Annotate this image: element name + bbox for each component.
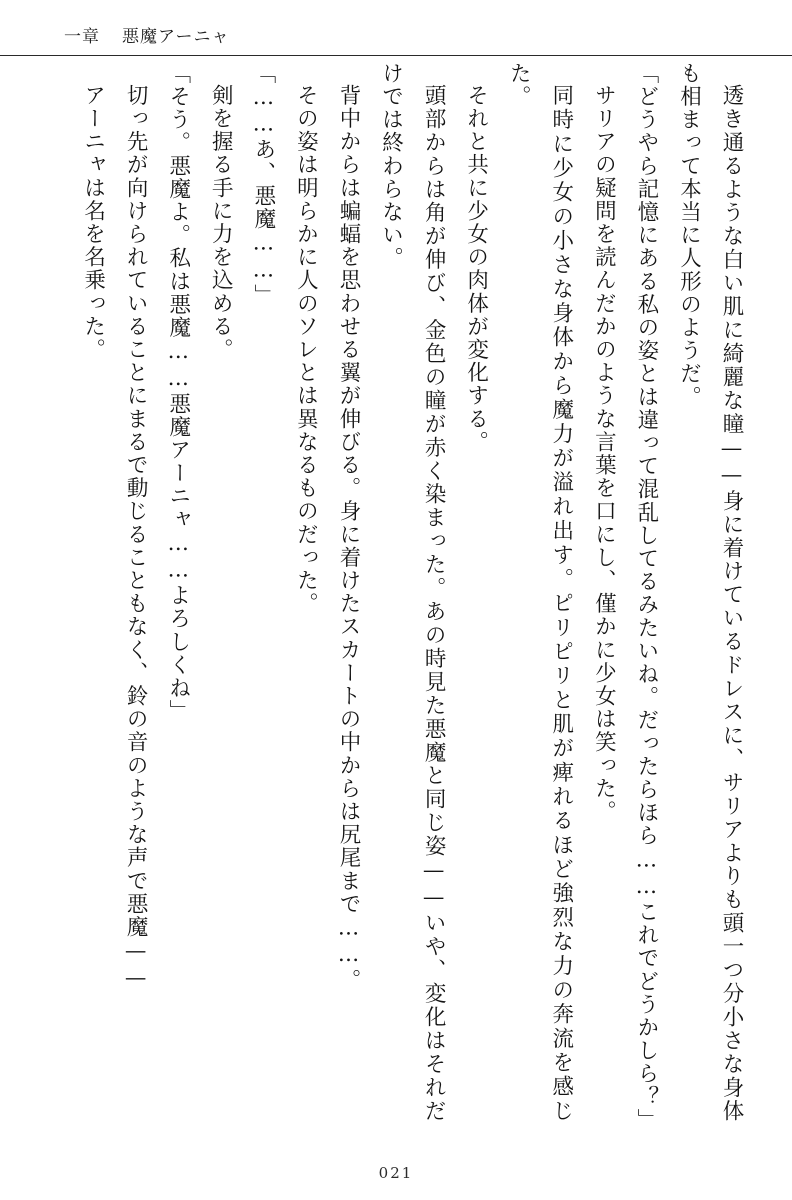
chapter-title: 悪魔アーニャ: [122, 27, 230, 47]
vertical-text-block: [40, 62, 752, 1132]
paragraph: 「そう。悪魔よ。私は悪魔……悪魔アーニャ……よろしくね」: [165, 62, 191, 723]
page-number: 021: [378, 1164, 414, 1182]
paragraph: サリアの疑問を読んだかのような言葉を口にし、僅かに少女は笑った。: [591, 83, 617, 823]
running-header-text: [64, 22, 230, 47]
paragraph: 頭部からは角が伸び、金色の瞳が赤く染まった。あの時見た悪魔と同じ姿——いや、変化はそれだけでは終わらない。: [378, 62, 447, 1122]
paragraph: その姿は明らかに人のソレとは異なるものだった。: [293, 83, 319, 615]
paragraph: 背中からは蝙蝠を思わせる翼が伸びる。身に着けたスカートの中からは尻尾まで……。: [335, 83, 361, 992]
running-header: [0, 22, 792, 56]
paragraph: 「どうやら記憶にある私の姿とは違って混乱してるみたいね。だったらほら……これでどうかしら？」: [633, 62, 659, 1132]
paragraph: 透き通るような白い肌に綺麗な瞳——身に着けているドレスに、サリアよりも頭一つ分小さな身体も相まって本当に人形のようだ。: [676, 62, 744, 1122]
paragraph: それと共に少女の肉体が変化する。: [463, 83, 489, 454]
paragraph: 剣を握る手に力を込める。: [208, 83, 234, 361]
paragraph: アーニャは名を名乗った。: [80, 83, 106, 361]
paragraph: 「……あ、悪魔……」: [250, 62, 276, 307]
paragraph: 同時に少女の小さな身体から魔力が溢れ出す。ピリピリと肌が痺れるほど強烈な力の奔流を感じた。: [506, 62, 574, 1122]
chapter-number: 一章: [64, 27, 100, 47]
page-body: [40, 62, 752, 1142]
paragraph: 切っ先が向けられていることにまるで動じることもなく、鈴の音のような声で悪魔——: [123, 83, 149, 992]
header-divider: [0, 55, 792, 56]
